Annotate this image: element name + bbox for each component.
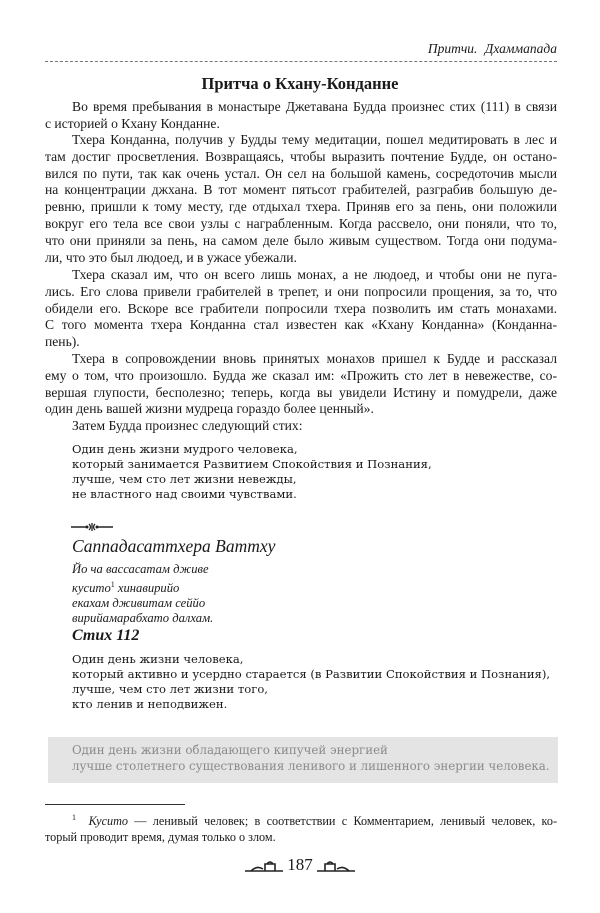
paragraph-2 [45, 132, 557, 266]
pali-line: Йо ча вассасатам дживе [72, 562, 209, 576]
verse-line: Один день жизни мудрого человека, [72, 442, 298, 456]
summary-line: лучше столетнего существования ленивого и лишенного энергии человека. [72, 759, 550, 773]
page-number: 187 [287, 855, 313, 874]
text-line: на концентрации джхана. В тот момент пятьсот грабителей, разграбив большую де- [45, 182, 557, 198]
pali-line: вирийамарабхато далхам. [72, 611, 214, 626]
page-title: Притча о Кхану-Конданне [201, 74, 399, 93]
pali-word: хинавирийо [117, 581, 180, 596]
pali-verse [72, 562, 213, 626]
pali-line: екахам дживитам сеййо [72, 596, 206, 611]
text-line: Затем Будда произнес следующий стих: [72, 418, 303, 433]
text-line: Тхера в сопровождении вновь принятых монахов пришел к Будде и рассказал [72, 351, 557, 366]
pali-word: кусито [72, 581, 111, 596]
footnote [45, 810, 557, 845]
text-line: с историей о Кхану Конданне. [45, 115, 220, 131]
section-title: Саппадасаттхера Ваттху [72, 536, 276, 556]
footnote-mark: 1 [72, 813, 76, 822]
summary-text [72, 742, 550, 774]
paragraph-4 [45, 351, 557, 418]
verse-line: который активно и усердно старается (в Развитии Спокойствия и Познания), [72, 667, 551, 681]
text-line: ревню, пришли к тому месту, где отдыхал тхера. Приняв его за пень, они положили [45, 199, 557, 215]
text-line: пень). [45, 334, 80, 350]
paragraph-5 [45, 418, 557, 435]
footnote-line: торый проводит время, думая только о злом. [45, 830, 276, 845]
header-rule [45, 61, 557, 62]
verse-line: лучше, чем сто лет жизни невежды, [72, 472, 297, 486]
verse-111 [72, 442, 432, 502]
paragraph-3 [45, 267, 557, 351]
verse-112 [72, 652, 550, 712]
text-line: Тхера Конданна, получив у Будды тему медитации, пошел медитировать в лес и [72, 132, 557, 147]
ornament-left-icon [245, 859, 283, 873]
text-line: Тхера сказал им, что он всего лишь монах, а не людоед, и чтобы они не пуга- [72, 267, 557, 282]
text-line: вокруг его тела все свои узлы с награбленным. Когда рассвело, они поняли, что то, [45, 215, 557, 231]
text-line: что они приняли за пень, на самом деле было живым существом. Тогда они подума- [45, 232, 557, 248]
text-line: ли, что это был людоед, и в ужасе убежали. [45, 249, 297, 265]
footnote-line [45, 810, 557, 829]
text-line: Во время пребывания в монастыре Джетавана Будда произнес стих (111) в связи [72, 99, 557, 114]
verse-line: не властного над своими чувствами. [72, 487, 297, 501]
text-line: вился по пути, так как очень устал. Он сел на большой камень, сосредоточив мысли [45, 165, 557, 181]
ornament-divider-icon [71, 522, 113, 532]
text-line: там достиг просветления. Возвращаясь, чтобы выразить почтение Будде, он остано- [45, 148, 557, 164]
verse-line: который занимается Развитием Спокойствия и Познания, [72, 457, 432, 471]
verse-line: лучше, чем сто лет жизни того, [72, 682, 268, 696]
text-line: обидели его. Вскоре все грабители попросили тхера позволить им стать монахами. [45, 300, 557, 316]
ornament-right-icon [317, 859, 355, 873]
verse-line: Один день жизни человека, [72, 652, 244, 666]
text-line: один день вашей жизни мудреца гораздо более ценный». [45, 401, 374, 417]
text-line: С того момента тхера Конданна стал известен как «Кхану Конданна» (Конданна- [45, 317, 557, 333]
text-line: вершая глупости, бесполезно; теперь, когда вы увидели Истину и помудрели, даже [45, 384, 557, 400]
footnote-ref[interactable]: 1 [110, 580, 115, 589]
page-footer [0, 855, 600, 875]
footnote-term: Кусито [88, 814, 128, 829]
footnote-rule [45, 804, 185, 805]
verse-heading: Стих 112 [72, 627, 140, 644]
running-header: Притчи. Дхаммапада [427, 41, 557, 56]
paragraph-1 [45, 99, 557, 133]
verse-line: кто ленив и неподвижен. [72, 697, 228, 711]
summary-line: Один день жизни обладающего кипучей энергией [72, 743, 388, 757]
text-line: ему о том, что произошло. Будда же сказал им: «Прожить сто лет в невежестве, со- [45, 367, 557, 383]
pali-line [72, 577, 213, 596]
footnote-text: — ленивый человек; в соответствии с Комментарием, ленивый человек, ко- [128, 814, 558, 829]
text-line: лись. Его слова привели грабителей в трепет, и они попросили прощения, за то, что [45, 283, 557, 299]
